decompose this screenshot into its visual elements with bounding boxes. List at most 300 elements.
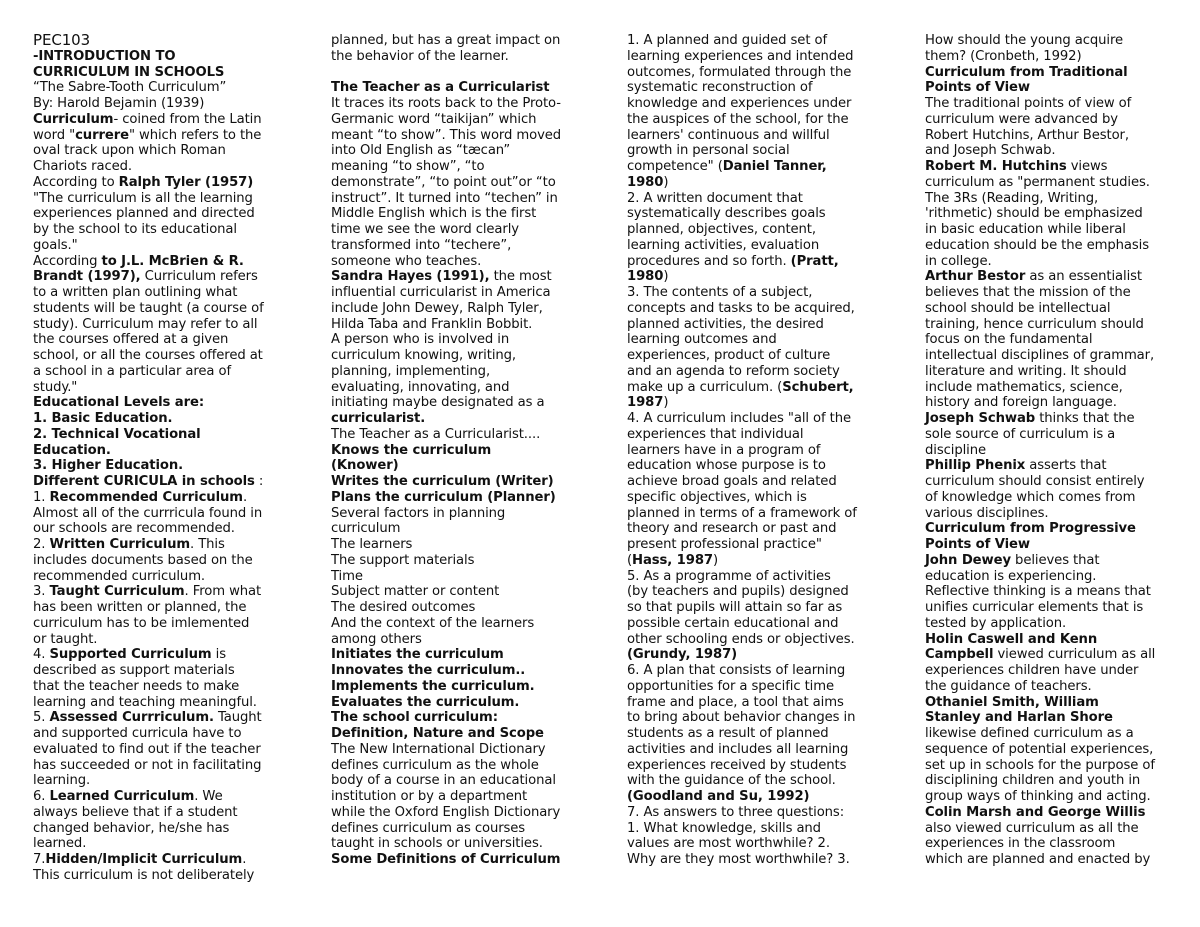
bold-text-run: Innovates the curriculum.. [331,663,526,678]
text-run: Taught [213,710,262,726]
column-4 [925,33,1175,868]
text-run: into Old English as “tæcan” [331,143,511,159]
bold-text-run: -INTRODUCTION TO [33,48,176,64]
text-line [925,443,1175,459]
text-line [331,695,591,711]
text-line [627,773,882,789]
text-line [925,742,1175,758]
text-run: education whose purpose is to [627,458,826,474]
text-line [331,254,591,270]
text-run: school should be intellectual [925,300,1111,316]
text-run: experiences planned and directed [33,206,255,222]
text-run: school, or all the courses offered at [33,348,263,363]
text-run: learning and teaching meaningful. [33,694,257,710]
text-run: 7. As answers to three questions: [627,804,845,820]
text-line [331,663,591,679]
text-line [33,159,283,175]
text-line [33,490,283,506]
text-run: Several factors in planning [331,505,506,521]
text-run: transformed into “techere”, [331,237,512,253]
text-line [331,65,591,81]
text-run: curriculum were advanced by [925,111,1118,127]
text-run: and an agenda to reform society [627,363,840,379]
text-line [331,632,591,648]
text-run: Subject matter or content [331,584,500,600]
text-run: outcomes, formulated through the [627,64,852,80]
text-run: intellectual disciplines of grammar, [925,348,1155,363]
text-line [33,663,283,679]
text-run: systematic reconstruction of [627,80,813,96]
bold-text-run: Learned Curriculum [49,789,195,804]
text-run: learners have in a program of [627,442,821,458]
bold-text-run: Different CURICULA in schools [33,474,255,489]
text-line [331,128,591,144]
text-run: by the school to its educational [33,222,237,237]
bold-text-run: Evaluates the curriculum. [331,694,520,710]
text-line [33,317,283,333]
text-line [627,490,882,506]
text-run: planned, objectives, content, [627,222,816,237]
text-run: word " [33,127,76,143]
text-line [33,773,283,789]
bold-text-run: (Knower) [331,458,399,474]
column-2 [331,33,591,868]
text-run: evaluating, innovating, and [331,379,510,395]
text-run: 'rithmetic) should be emphasized [925,206,1143,222]
text-run: The 3Rs (Reading, Writing, [925,190,1099,206]
text-line [331,726,591,742]
text-line [627,616,882,632]
text-line [627,285,882,301]
bold-text-run: Points of View [925,537,1030,552]
text-line [925,773,1175,789]
text-run: It traces its roots back to the Proto- [331,96,561,111]
text-run: 2. [33,537,50,552]
text-run: training, hence curriculum should [925,316,1144,332]
text-run: with the guidance of the school. [627,773,836,789]
bold-text-run: Curriculum from Traditional [925,64,1128,80]
text-run: always believe that if a student [33,804,238,820]
text-line [33,584,283,600]
text-line [331,616,591,632]
text-run: described as support materials [33,663,235,678]
text-run: believes that [1010,552,1100,568]
text-line [331,789,591,805]
text-line [33,521,283,537]
text-run: How should the young acquire [925,33,1124,48]
bold-text-run: Othaniel Smith, William [925,694,1099,710]
text-line [627,569,882,585]
text-run: goals." [33,237,78,253]
text-run: students will be taught (a course of [33,300,264,316]
text-run: 3. [33,584,50,600]
bold-text-run: Definition, Nature and Scope [331,726,544,741]
text-line [627,49,882,65]
bold-text-run: 1980 [627,269,664,285]
text-run: in basic education while liberal [925,222,1126,237]
text-line [331,80,591,96]
text-run: " which refers to the [128,127,262,143]
text-line [33,96,283,112]
text-run: among others [331,631,422,647]
text-run: Middle English which is the first [331,206,537,222]
text-line [925,647,1175,663]
text-run: make up a curriculum. ( [627,379,783,395]
text-line [925,128,1175,144]
text-run: students as a result of planned [627,726,829,741]
text-run: . [242,489,248,505]
text-line [925,65,1175,81]
text-run: By: Harold Bejamin (1939) [33,96,205,111]
text-run: frame and place, a tool that aims [627,694,844,710]
text-run: experiences in the classroom [925,836,1116,852]
text-line [925,758,1175,774]
text-line [925,427,1175,443]
bold-text-run: (Grundy, 1987) [627,647,738,663]
text-line [925,96,1175,112]
text-run: sole source of curriculum is a [925,426,1116,442]
text-run: theory and research or past and [627,521,837,537]
text-line [331,710,591,726]
text-line [33,112,283,128]
text-run: activities and includes all learning [627,741,849,757]
text-run: literature and writing. It should [925,363,1127,379]
text-line [925,206,1175,222]
bold-text-run: Implements the curriculum. [331,678,535,694]
bold-text-run: Supported Curriculum [49,647,212,663]
text-line [33,380,283,396]
text-run: of knowledge which comes from [925,489,1136,505]
text-run: 4. [33,647,50,663]
text-run: Chariots raced. [33,159,132,174]
text-run: study." [33,379,78,395]
text-line [627,679,882,695]
text-line [627,348,882,364]
bold-text-run: Hass, 1987 [632,552,713,568]
text-line [33,285,283,301]
text-line [925,238,1175,254]
text-line [627,600,882,616]
text-run: Almost all of the currricula found in [33,505,263,521]
text-line [33,742,283,758]
text-line [33,789,283,805]
text-run: opportunities for a specific time [627,678,834,694]
text-line [925,506,1175,522]
text-line [331,33,591,49]
text-run: 3. The contents of a subject, [627,285,813,300]
text-run: 6. [33,789,50,804]
text-line [331,584,591,600]
text-line [331,96,591,112]
text-run: . [242,852,247,867]
text-run: oval track upon which Roman [33,143,226,159]
text-line [925,521,1175,537]
text-line [33,427,283,443]
bold-text-run: Brandt (1997), [33,269,141,285]
text-line [925,332,1175,348]
text-line [925,143,1175,159]
text-line [33,65,283,81]
text-run: set up in schools for the purpose of [925,757,1155,773]
text-line [925,285,1175,301]
text-run: recommended curriculum. [33,568,206,584]
bold-text-run: Recommended Curriculum [49,489,243,505]
text-run: discipline [925,442,986,458]
text-run: - coined from the Latin [113,111,262,127]
text-run: 4. A curriculum includes "all of the [627,411,851,426]
text-run: : [254,474,264,489]
text-run: and Joseph Schwab. [925,143,1056,159]
text-run: knowledge and experiences under [627,96,852,111]
text-run: planned activities, the desired [627,316,824,332]
bold-text-run: Some Definitions of Curriculum [331,852,561,867]
text-line [627,647,882,663]
text-line [627,789,882,805]
bold-text-run: Educational Levels are: [33,395,205,411]
text-line [331,191,591,207]
text-run: evaluated to find out if the teacher [33,741,261,757]
text-run: 5. As a programme of activities [627,568,831,584]
text-line [331,521,591,537]
text-run: Germanic word “taikijan” which [331,111,537,127]
text-line [925,710,1175,726]
text-line [627,317,882,333]
text-run: Robert Hutchins, Arthur Bestor, [925,127,1129,143]
text-run: Time [331,568,363,584]
text-run: to a written plan outlining what [33,285,238,300]
text-line [33,443,283,459]
text-line [331,647,591,663]
text-run: changed behavior, he/she has [33,820,230,836]
text-run: that the teacher needs to make [33,678,240,694]
text-line [331,569,591,585]
text-run: meant “to show”. This word moved [331,127,562,143]
text-line [33,395,283,411]
text-run: a school in a particular area of [33,363,232,379]
text-run: ) [663,269,669,285]
text-run: disciplining children and youth in [925,773,1141,789]
text-line [331,348,591,364]
text-line [627,695,882,711]
text-line [925,726,1175,742]
text-line [627,206,882,222]
text-line [33,679,283,695]
bold-text-run: Phillip Phenix [925,458,1026,474]
text-line [331,506,591,522]
text-line [331,443,591,459]
text-line [925,584,1175,600]
text-line [627,80,882,96]
bold-text-run: Writes the curriculum (Writer) [331,474,554,489]
text-run: planning, implementing, [331,363,491,379]
text-line [925,632,1175,648]
text-line [925,301,1175,317]
text-line [627,143,882,159]
text-line [925,600,1175,616]
text-line [33,726,283,742]
text-run: learning outcomes and [627,332,777,348]
text-line [925,222,1175,238]
text-line [925,616,1175,632]
text-line [331,49,591,65]
text-run: curriculum has to be imlemented [33,615,250,631]
text-run: to bring about behavior changes in [627,710,856,726]
text-run: 1. What knowledge, skills and [627,820,821,836]
text-run: learned. [33,836,87,852]
text-run: instruct”. It turned into “techen” in [331,190,558,206]
text-line [627,553,882,569]
text-run: learning experiences and intended [627,48,854,64]
text-line [925,458,1175,474]
text-line [627,663,882,679]
text-line [33,852,283,868]
bold-text-run: Curriculum [33,111,114,127]
text-line [627,458,882,474]
text-run: present professional practice" [627,537,822,552]
text-run: curriculum knowing, writing, [331,348,517,363]
text-run: 7. [33,852,46,867]
text-line [925,679,1175,695]
text-line [331,238,591,254]
text-run: ) [713,552,719,568]
text-line [925,364,1175,380]
text-line [627,632,882,648]
text-run: has been written or planned, the [33,600,247,615]
text-run: unifies curricular elements that is [925,600,1144,615]
text-run: curriculum as "permanent studies. [925,174,1150,190]
text-line [627,584,882,600]
text-run: . This [190,537,225,552]
bold-text-run: Education. [33,442,111,458]
text-line [331,458,591,474]
text-run: the courses offered at a given [33,332,229,348]
text-line [331,679,591,695]
text-run: initiating maybe designated as a [331,395,545,411]
text-line [33,80,283,96]
text-run: likewise defined curriculum as a [925,726,1134,741]
bold-text-run: 1980 [627,174,664,190]
text-run: ) [663,174,669,190]
text-line [33,348,283,364]
text-line [627,710,882,726]
text-line [33,238,283,254]
text-run: learning. [33,773,91,789]
text-line [627,758,882,774]
text-run: include John Dewey, Ralph Tyler, [331,300,543,316]
text-line [331,364,591,380]
text-line [925,474,1175,490]
text-line [627,380,882,396]
text-line [331,285,591,301]
text-line [925,80,1175,96]
bold-text-run: Daniel Tanner, [722,159,827,174]
text-line [331,742,591,758]
text-line [925,254,1175,270]
text-line [331,852,591,868]
text-run: ) [663,395,669,411]
text-line [627,191,882,207]
text-line [33,647,283,663]
text-line [33,868,283,884]
text-run: Reflective thinking is a means that [925,584,1151,600]
text-run: The desired outcomes [331,600,476,615]
text-line [925,490,1175,506]
text-line [331,112,591,128]
text-line [627,537,882,553]
bold-text-run: Stanley and Harlan Shore [925,710,1113,726]
text-line [925,49,1175,65]
bold-text-run: Holin Caswell and Kenn [925,631,1098,647]
text-run: includes documents based on the [33,552,253,568]
text-line [925,789,1175,805]
text-run: viewed curriculum as all [993,647,1156,663]
text-line [331,411,591,427]
bold-text-run: to J.L. McBrien & R. [101,253,244,269]
text-run: achieve broad goals and related [627,474,837,489]
text-run: Why are they most worthwhile? 3. [627,852,850,867]
text-line [331,600,591,616]
text-line [627,427,882,443]
bold-text-run: (Goodland and Su, 1992) [627,789,810,804]
text-line [331,821,591,837]
text-line [33,537,283,553]
bold-text-run: Campbell [925,647,994,663]
text-line [627,805,882,821]
text-run: history and foreign language. [925,395,1117,411]
bold-text-run: The school curriculum: [331,710,498,726]
text-run: while the Oxford English Dictionary [331,804,561,820]
text-run: asserts that [1025,458,1107,474]
text-run: experiences, product of culture [627,348,831,363]
text-run: influential curricularist in America [331,285,551,300]
text-run: Hilda Taba and Franklin Bobbit. [331,316,533,332]
text-run: The learners [331,537,413,552]
text-run: ( [627,552,633,568]
text-line [33,128,283,144]
text-run: believes that the mission of the [925,285,1131,300]
text-run: in college. [925,253,992,269]
text-line [627,852,882,868]
text-run: The New International Dictionary [331,741,546,757]
text-line [331,206,591,222]
text-line [33,569,283,585]
text-run: taught in schools or universities. [331,836,543,852]
bold-text-run: curricularist. [331,411,426,426]
text-line [331,773,591,789]
text-line [33,474,283,490]
text-run: growth in personal social [627,143,790,159]
text-run: experiences received by students [627,757,847,773]
text-line [331,143,591,159]
text-run: time we see the word clearly [331,222,520,237]
text-line [925,821,1175,837]
bold-text-run: Curriculum from Progressive [925,521,1136,537]
text-line [925,553,1175,569]
text-run: group ways of thinking and acting. [925,789,1151,804]
column-3 [627,33,882,868]
text-run: . We [194,789,223,804]
text-line [33,458,283,474]
text-run: sequence of potential experiences, [925,741,1154,757]
text-run: curriculum should consist entirely [925,474,1145,489]
text-line [627,65,882,81]
text-line [627,301,882,317]
bold-text-run: Assessed Currriculum. [49,710,214,726]
text-run: systematically describes goals [627,206,826,222]
text-line [627,96,882,112]
text-line [33,616,283,632]
text-run: other schooling ends or objectives. [627,631,855,647]
